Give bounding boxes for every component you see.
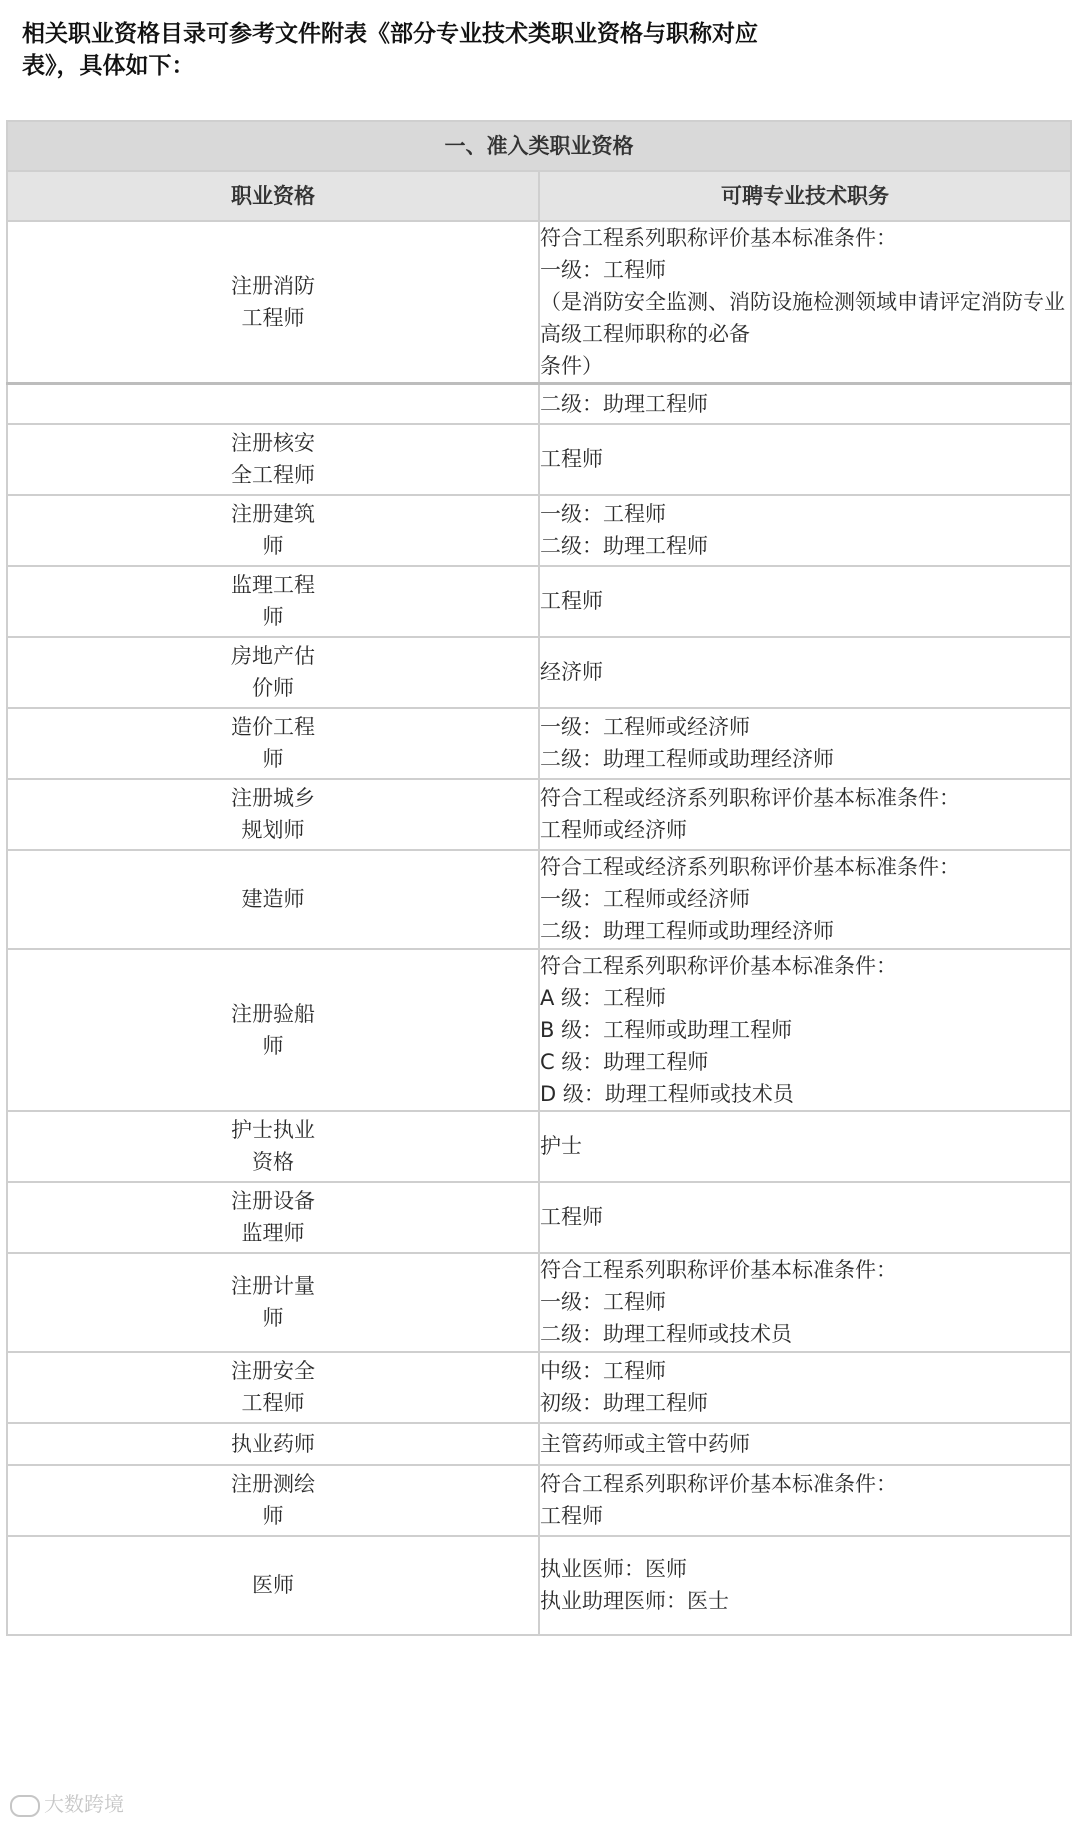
duty-line: 符合工程系列职称评价基本标准条件： xyxy=(540,1472,897,1496)
qualification-name-line: 注册验船 xyxy=(231,1001,315,1026)
qualification-name-cell xyxy=(7,1465,539,1536)
duty-line: 符合工程或经济系列职称评价基本标准条件： xyxy=(540,786,960,810)
duty-cell xyxy=(539,1253,1071,1352)
qualification-name-cell xyxy=(7,708,539,779)
duty-line: 二级：助理工程师或助理经济师 xyxy=(540,919,834,943)
qualification-name-line: 师 xyxy=(262,1504,284,1528)
qualification-name-line: 规划师 xyxy=(241,818,305,842)
duty-line: B 级：工程师或助理工程师 xyxy=(540,1017,793,1042)
intro-paragraph xyxy=(22,18,922,82)
duty-line: 工程师或经济师 xyxy=(540,818,687,842)
duty-cell xyxy=(539,850,1071,949)
table-row xyxy=(7,850,1071,949)
duty-line: 工程师 xyxy=(540,589,603,613)
qualification-name-line: 注册消防 xyxy=(231,274,315,298)
qualification-name-line: 房地产估 xyxy=(231,644,315,668)
duty-cell xyxy=(539,384,1071,424)
qualification-name-line: 师 xyxy=(262,1306,284,1330)
duty-line: 二级：助理工程师或助理经济师 xyxy=(540,747,834,771)
duty-cell xyxy=(539,1536,1071,1635)
table-row xyxy=(7,779,1071,850)
duty-line: 一级：工程师 xyxy=(540,258,666,282)
qualification-name-line: 注册核安 xyxy=(231,431,315,455)
table-row xyxy=(7,1111,1071,1182)
duty-line: 护士 xyxy=(540,1134,582,1158)
duty-line: 条件） xyxy=(540,354,603,378)
duty-cell xyxy=(539,949,1071,1111)
duty-line: 符合工程系列职称评价基本标准条件： xyxy=(540,953,897,978)
qualification-name-line: 工程师 xyxy=(241,1391,305,1415)
duty-line: 一级：工程师 xyxy=(540,502,666,526)
duty-line: 一级：工程师或经济师 xyxy=(540,715,750,739)
qualification-name-cell xyxy=(7,637,539,708)
table-row xyxy=(7,384,1071,424)
duty-cell xyxy=(539,1423,1071,1465)
duty-line: D 级：助理工程师或技术员 xyxy=(540,1081,794,1106)
column-header-qualification: 职业资格 xyxy=(7,171,539,221)
qualification-name-line: 价师 xyxy=(252,676,294,700)
duty-line: 二级：助理工程师 xyxy=(540,534,708,558)
duty-cell xyxy=(539,637,1071,708)
duty-line: 二级：助理工程师或技术员 xyxy=(540,1322,792,1346)
duty-line: 工程师 xyxy=(540,447,603,471)
duty-line: 符合工程系列职称评价基本标准条件： xyxy=(540,1258,897,1282)
qualification-name-cell xyxy=(7,566,539,637)
duty-line: （是消防安全监测、消防设施检测领域申请评定消防专业高级工程师职称的必备 xyxy=(540,290,1065,346)
duty-line: 中级：工程师 xyxy=(540,1359,666,1383)
duty-line: 二级：助理工程师 xyxy=(540,391,708,416)
table-row xyxy=(7,1465,1071,1536)
qualification-name-cell xyxy=(7,1182,539,1253)
column-header-duty: 可聘专业技术职务 xyxy=(539,171,1071,221)
table-body xyxy=(7,221,1071,1635)
qualification-name-cell xyxy=(7,424,539,495)
duty-line: 一级：工程师或经济师 xyxy=(540,887,750,911)
qualification-name-line: 师 xyxy=(262,534,284,558)
table-row xyxy=(7,1536,1071,1635)
table-row xyxy=(7,949,1071,1111)
table-row xyxy=(7,1352,1071,1423)
qualification-name-cell xyxy=(7,495,539,566)
qualification-name-cell xyxy=(7,1253,539,1352)
duty-line: 初级：助理工程师 xyxy=(540,1391,708,1415)
qualification-name-cell xyxy=(7,221,539,384)
duty-line: 经济师 xyxy=(540,660,603,684)
duty-cell xyxy=(539,424,1071,495)
qualification-name-cell xyxy=(7,1423,539,1465)
duty-cell xyxy=(539,566,1071,637)
watermark-logo-icon xyxy=(10,1795,40,1817)
qualification-name-line: 造价工程 xyxy=(231,715,315,739)
qualification-table xyxy=(6,120,1072,1636)
watermark-text: 大数跨境 xyxy=(44,1792,124,1816)
qualification-name-cell xyxy=(7,949,539,1111)
table-row xyxy=(7,424,1071,495)
table-row xyxy=(7,1253,1071,1352)
duty-cell xyxy=(539,495,1071,566)
duty-line: 执业助理医师：医士 xyxy=(540,1589,729,1613)
qualification-name-line: 注册计量 xyxy=(231,1274,315,1298)
qualification-name-line: 注册测绘 xyxy=(231,1472,315,1496)
duty-line: 符合工程系列职称评价基本标准条件： xyxy=(540,226,897,250)
qualification-name-line: 注册设备 xyxy=(231,1189,315,1213)
duty-line: A 级：工程师 xyxy=(540,985,667,1010)
table-row xyxy=(7,1423,1071,1465)
duty-line: C 级：助理工程师 xyxy=(540,1049,709,1074)
intro-line-1: 相关职业资格目录可参考文件附表《部分专业技术类职业资格与职称对应 xyxy=(22,21,758,47)
table-row xyxy=(7,1182,1071,1253)
qualification-name-line: 医师 xyxy=(252,1573,294,1597)
table-row xyxy=(7,566,1071,637)
duty-cell xyxy=(539,1465,1071,1536)
table-row xyxy=(7,708,1071,779)
table-row xyxy=(7,495,1071,566)
qualification-name-cell xyxy=(7,850,539,949)
qualification-name-line: 护士执业 xyxy=(231,1118,315,1142)
duty-line: 工程师 xyxy=(540,1504,603,1528)
qualification-name-line: 监理师 xyxy=(241,1221,305,1245)
qualification-name-line: 师 xyxy=(262,747,284,771)
qualification-name-line: 建造师 xyxy=(241,887,305,911)
table-row xyxy=(7,637,1071,708)
duty-cell xyxy=(539,1182,1071,1253)
qualification-name-cell xyxy=(7,384,539,424)
duty-cell xyxy=(539,708,1071,779)
intro-line-2: 表》，具体如下： xyxy=(22,53,195,79)
duty-cell xyxy=(539,221,1071,384)
qualification-name-line: 资格 xyxy=(252,1150,294,1174)
watermark xyxy=(10,1788,124,1817)
qualification-name-line: 注册城乡 xyxy=(231,786,315,810)
duty-cell xyxy=(539,779,1071,850)
duty-cell xyxy=(539,1111,1071,1182)
qualification-name-line: 全工程师 xyxy=(231,463,315,487)
qualification-name-line: 师 xyxy=(262,605,284,629)
qualification-name-cell xyxy=(7,1111,539,1182)
qualification-name-line: 工程师 xyxy=(241,306,305,330)
table-row xyxy=(7,221,1071,384)
qualification-name-cell xyxy=(7,1536,539,1635)
duty-line: 一级：工程师 xyxy=(540,1290,666,1314)
qualification-name-cell xyxy=(7,779,539,850)
duty-line: 符合工程或经济系列职称评价基本标准条件： xyxy=(540,855,960,879)
qualification-name-line: 监理工程 xyxy=(231,573,315,597)
qualification-name-line: 注册建筑 xyxy=(231,502,315,526)
qualification-name-cell xyxy=(7,1352,539,1423)
qualification-name-line: 执业药师 xyxy=(231,1431,315,1456)
qualification-name-line: 师 xyxy=(262,1033,284,1058)
duty-cell xyxy=(539,1352,1071,1423)
qualification-name-line: 注册安全 xyxy=(231,1359,315,1383)
duty-line: 工程师 xyxy=(540,1205,603,1229)
section-title: 一、准入类职业资格 xyxy=(7,121,1071,171)
duty-line: 执业医师：医师 xyxy=(540,1557,687,1581)
duty-line: 主管药师或主管中药师 xyxy=(540,1431,750,1456)
